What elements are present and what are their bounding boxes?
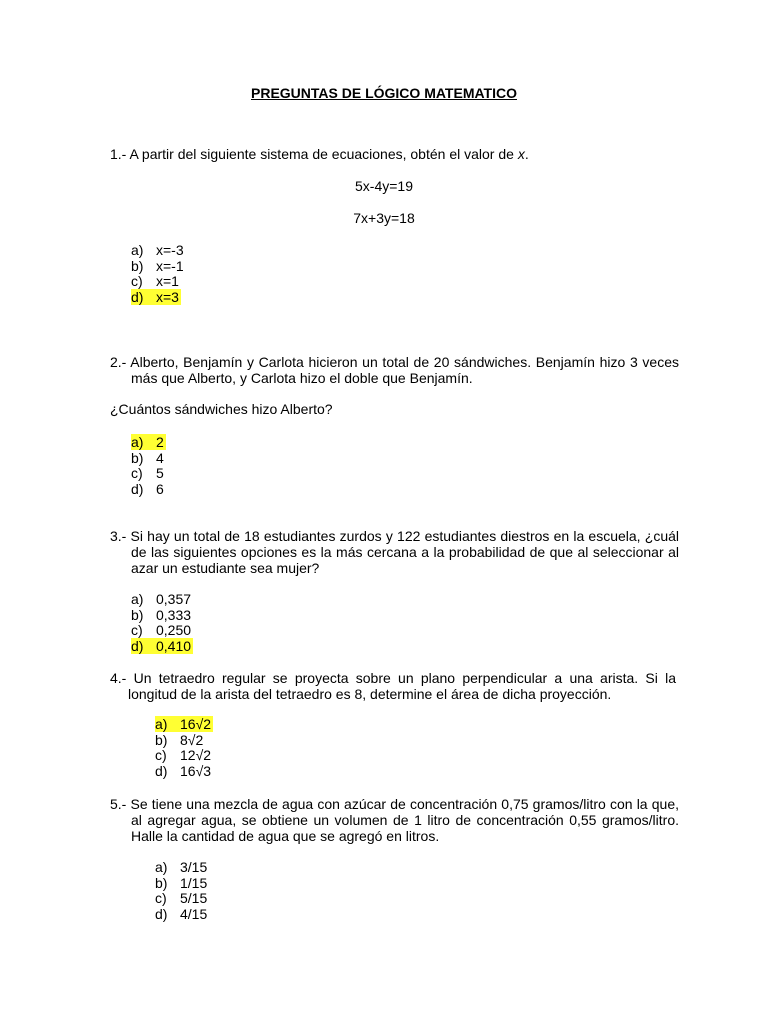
option-label: d): [131, 637, 144, 654]
question-3-option-a: [131, 591, 193, 607]
option-label: b): [131, 606, 144, 623]
option-value: 8√2: [180, 731, 204, 748]
option-value: x=-1: [156, 257, 184, 274]
answer-wrapper: [155, 906, 207, 922]
question-1-option-b: [131, 258, 184, 274]
option-value: 4/15: [180, 905, 208, 922]
option-label: c): [155, 747, 167, 763]
option-label: b): [131, 449, 144, 466]
option-label: a): [131, 242, 144, 258]
highlighted-answer: [131, 289, 181, 305]
option-label: d): [131, 288, 144, 305]
question-3-text: 3.- Si hay un total de 18 estudiantes zurdos y 122 estudiantes diestros en la escuela, ¿cuál de las siguientes opciones es la más cercana a la probabilidad de que al seleccionar al azar un estudiante sea mujer?: [110, 528, 679, 576]
answer-wrapper: [131, 258, 184, 274]
option-value: 3/15: [180, 859, 208, 875]
option-label: c): [155, 890, 167, 906]
question-2-options: [131, 434, 166, 496]
answer-wrapper: [155, 732, 203, 748]
option-value: x=-3: [156, 242, 184, 258]
option-label: b): [131, 257, 144, 274]
question-5-text: 5.- Se tiene una mezcla de agua con azúcar de concentración 0,75 gramos/litro con la que, al agregar agua, se obtiene un volumen de 1 litro de concentración 0,55 gramos/litro. Halle la cantidad de agua que se agregó en litros.: [110, 796, 679, 844]
answer-wrapper: [155, 859, 207, 875]
option-label: d): [155, 905, 168, 922]
document-title: PREGUNTAS DE LÓGICO MATEMATICO: [251, 85, 517, 101]
option-value: 1/15: [180, 874, 208, 891]
question-2-text: 2.- Alberto, Benjamín y Carlota hicieron un total de 20 sándwiches. Benjamín hizo 3 veces más que Alberto, y Carlota hizo el doble que Benjamín.: [110, 354, 679, 386]
option-value: x=1: [156, 273, 179, 289]
option-value: 0,250: [156, 622, 192, 638]
question-5-option-a: [155, 859, 207, 875]
option-label: a): [131, 434, 144, 450]
question-3-option-d: [131, 638, 193, 654]
option-label: b): [155, 874, 168, 891]
option-value: 0,410: [156, 637, 192, 654]
answer-wrapper: [131, 273, 179, 289]
option-label: c): [131, 622, 143, 638]
option-value: 16√2: [180, 716, 212, 732]
question-5-option-d: [155, 906, 207, 922]
question-3-option-c: [131, 622, 193, 638]
option-label: a): [155, 859, 168, 875]
variable-x: x: [517, 146, 525, 162]
answer-wrapper: [155, 747, 211, 763]
option-label: d): [155, 762, 168, 779]
answer-wrapper: [131, 481, 164, 497]
option-label: d): [131, 480, 144, 497]
option-value: 12√2: [180, 747, 212, 763]
question-2-option-a: [131, 434, 166, 450]
answer-wrapper: [131, 591, 191, 607]
question-1-equation-2: 7x+3y=18: [353, 210, 415, 226]
question-1-option-d: [131, 289, 184, 305]
question-1-text: 1.- A partir del siguiente sistema de ecuaciones, obtén el valor de x.: [110, 146, 529, 162]
option-label: c): [131, 273, 143, 289]
question-3-options: [131, 591, 193, 653]
question-2-option-c: [131, 465, 166, 481]
answer-wrapper: [131, 622, 191, 638]
question-4-option-a: [155, 716, 213, 732]
highlighted-answer: [155, 716, 213, 732]
question-4-text: 4.- Un tetraedro regular se proyecta sobre un plano perpendicular a una arista. Si la longitud de la arista del tetraedro es 8, determine el área de dicha proyección.: [110, 670, 676, 702]
option-label: a): [131, 591, 144, 607]
option-value: 6: [156, 480, 164, 497]
option-value: 5/15: [180, 890, 208, 906]
question-4-option-d: [155, 763, 213, 779]
highlighted-answer: [131, 638, 193, 654]
highlighted-answer: [131, 434, 166, 450]
answer-wrapper: [155, 890, 207, 906]
question-2-subquestion: ¿Cuántos sándwiches hizo Alberto?: [110, 401, 333, 417]
question-2-option-b: [131, 450, 166, 466]
option-label: a): [155, 716, 168, 732]
option-value: 5: [156, 465, 164, 481]
option-value: 0,357: [156, 591, 192, 607]
question-2-option-d: [131, 481, 166, 497]
answer-wrapper: [131, 450, 164, 466]
answer-wrapper: [155, 763, 211, 779]
question-5-options: [155, 859, 207, 921]
option-value: 4: [156, 449, 164, 466]
question-1-options: [131, 242, 184, 304]
question-4-options: [155, 716, 213, 778]
answer-wrapper: [131, 242, 184, 258]
option-label: b): [155, 731, 168, 748]
option-value: 2: [156, 434, 164, 450]
question-1-option-c: [131, 273, 184, 289]
option-value: 16√3: [180, 762, 212, 779]
option-value: 0,333: [156, 606, 192, 623]
question-3-option-b: [131, 607, 193, 623]
question-5-option-c: [155, 890, 207, 906]
question-5-option-b: [155, 875, 207, 891]
question-1-equation-1: 5x-4y=19: [355, 178, 413, 194]
question-1-option-a: [131, 242, 184, 258]
option-value: x=3: [156, 288, 179, 305]
question-4-option-c: [155, 747, 213, 763]
option-label: c): [131, 465, 143, 481]
answer-wrapper: [131, 465, 164, 481]
question-4-option-b: [155, 732, 213, 748]
answer-wrapper: [155, 875, 207, 891]
answer-wrapper: [131, 607, 191, 623]
